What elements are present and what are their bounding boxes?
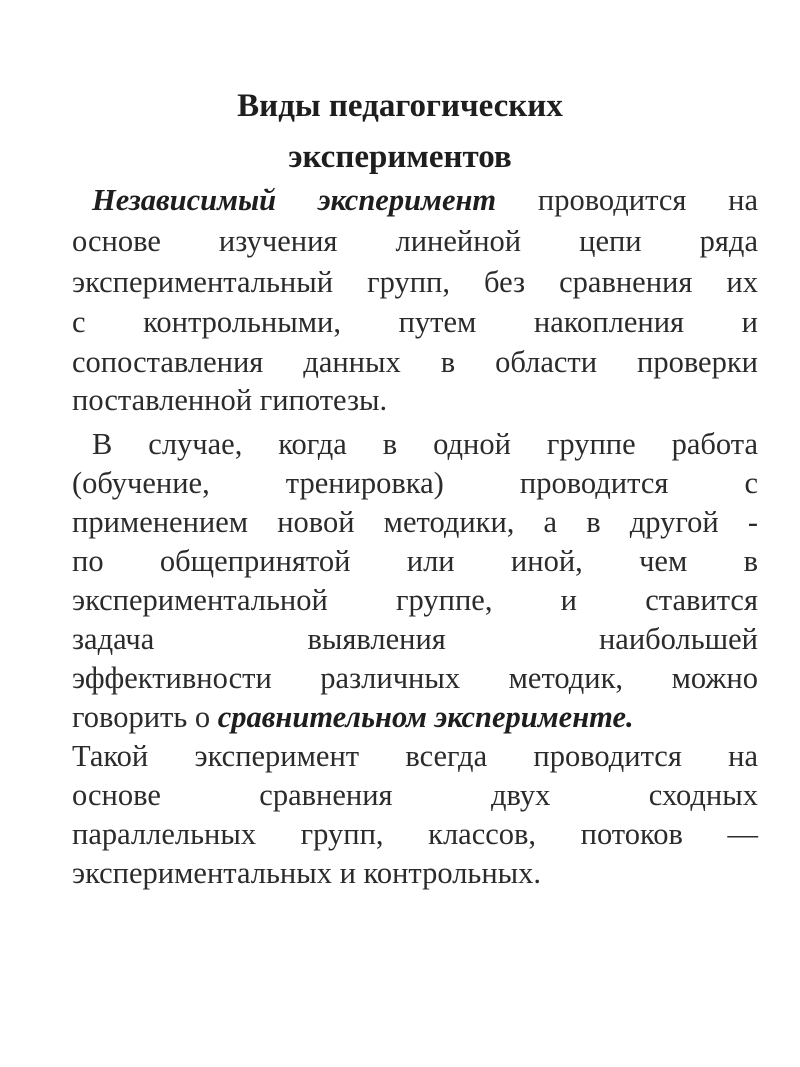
paragraph-2-line-8 (72, 698, 758, 736)
paragraph-1-line-5: сопоставления данных в области проверки (72, 345, 758, 379)
paragraph-1-line-2: основе изучения линейной цепи ряда (72, 224, 758, 258)
paragraph-2-line-7: эффективности различных методик, можно (72, 661, 758, 695)
paragraph-2-line-11: параллельных групп, классов, потоков — (72, 817, 758, 851)
paragraph-2-line-6: задача выявления наибольшей (72, 622, 758, 656)
paragraph-2-line-2: (обучение, тренировка) проводится с (72, 466, 758, 500)
paragraph-2-line-5: экспериментальной группе, и ставится (72, 583, 758, 617)
paragraph-1-line-1-text: проводится на (496, 183, 758, 217)
paragraph-2-line-9: Такой эксперимент всегда проводится на (72, 739, 758, 773)
term-independent-experiment: Независимый эксперимент (92, 183, 497, 217)
paragraph-1-line-1 (92, 181, 758, 219)
paragraph-2-line-8-text: говорить о (72, 700, 218, 734)
paragraph-2-line-10: основе сравнения двух сходных (72, 778, 758, 812)
term-comparative-experiment: сравнительном эксперименте. (217, 700, 634, 734)
slide-title-line-2: экспериментов (288, 139, 512, 175)
paragraph-2-line-4: по общепринятой или иной, чем в (72, 544, 758, 578)
paragraph-2-line-12: экспериментальных и контрольных. (72, 856, 542, 890)
paragraph-1-line-6: поставленной гипотезы. (72, 383, 388, 417)
paragraph-2-line-1: В случае, когда в одной группе работа (92, 427, 758, 461)
paragraph-1-line-3: экспериментальный групп, без сравнения их (72, 265, 758, 299)
paragraph-1-line-4: с контрольными, путем накопления и (72, 305, 758, 339)
slide-title-line-1: Виды педагогических (237, 88, 563, 124)
paragraph-2-line-3: применением новой методики, а в другой - (72, 505, 758, 539)
